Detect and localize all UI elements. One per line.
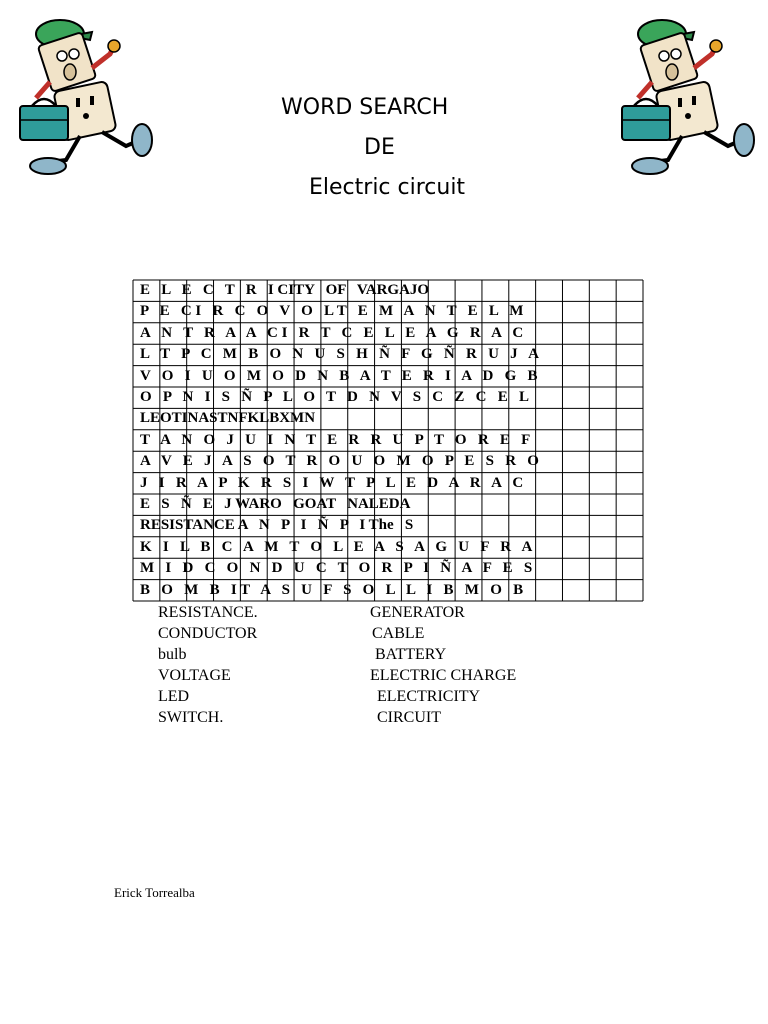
puzzle-row: M I D C O N D U C T O R P I Ñ A F E S <box>140 560 533 577</box>
author-name: Erick Torrealba <box>114 885 195 900</box>
word-list-item: ELECTRICITY <box>377 688 481 705</box>
puzzle-row: L T P C M B O N U S H Ñ F G Ñ R U J A <box>140 346 539 363</box>
word-list-item: CIRCUIT <box>377 709 441 726</box>
word-list-item: ELECTRIC CHARGE <box>370 667 517 684</box>
word-list-item: SWITCH. <box>158 709 224 726</box>
puzzle-row: E L E C T R I CITY OF VARGAJO <box>140 282 430 298</box>
word-list-item: LED <box>158 688 190 705</box>
puzzle-row: P E C I R C O V O L T E M A N T E L M <box>140 303 524 320</box>
puzzle-row: V O I U O M O D N B A T E R I A D G B <box>140 367 538 384</box>
puzzle-row: O P N I S Ñ P L O T D N V S C Z C E L <box>140 389 529 405</box>
word-list-item: CONDUCTOR <box>158 625 258 642</box>
page-title: WORD SEARCH <box>281 95 449 120</box>
puzzle-row: LEOTINASTNFKLBXMN <box>140 410 316 427</box>
word-list-item: GENERATOR <box>370 604 465 621</box>
word-list-item: RESISTANCE. <box>158 604 258 621</box>
word-list-item: CABLE <box>372 625 425 642</box>
puzzle-row: T A N O J U I N T E R R U P T O R E F <box>140 431 531 448</box>
word-list-item: BATTERY <box>375 646 447 663</box>
puzzle-row: K I L B C A M T O L E A S A G U F R A <box>140 538 533 555</box>
title-connector: DE <box>364 135 395 160</box>
puzzle-row: J I R A P K R S I W T P L E D A R A C <box>140 474 524 491</box>
puzzle-row: A V E J A S O T R O U O M O P E S R O <box>140 453 539 470</box>
puzzle-row: E S Ñ E J WARO GOAT NALEDA <box>140 496 411 512</box>
word-list-item: bulb <box>158 646 187 663</box>
word-list-item: VOLTAGE <box>158 667 231 684</box>
puzzle-row: B O M B I T A S U F S O L L I B M O B <box>140 581 524 598</box>
puzzle-row: RESISTANCE A N P I Ñ P I The S <box>140 517 414 534</box>
page-subtitle: Electric circuit <box>309 175 466 200</box>
puzzle-row: A N T R A A C I R T C E L E A G R A C <box>140 324 524 341</box>
